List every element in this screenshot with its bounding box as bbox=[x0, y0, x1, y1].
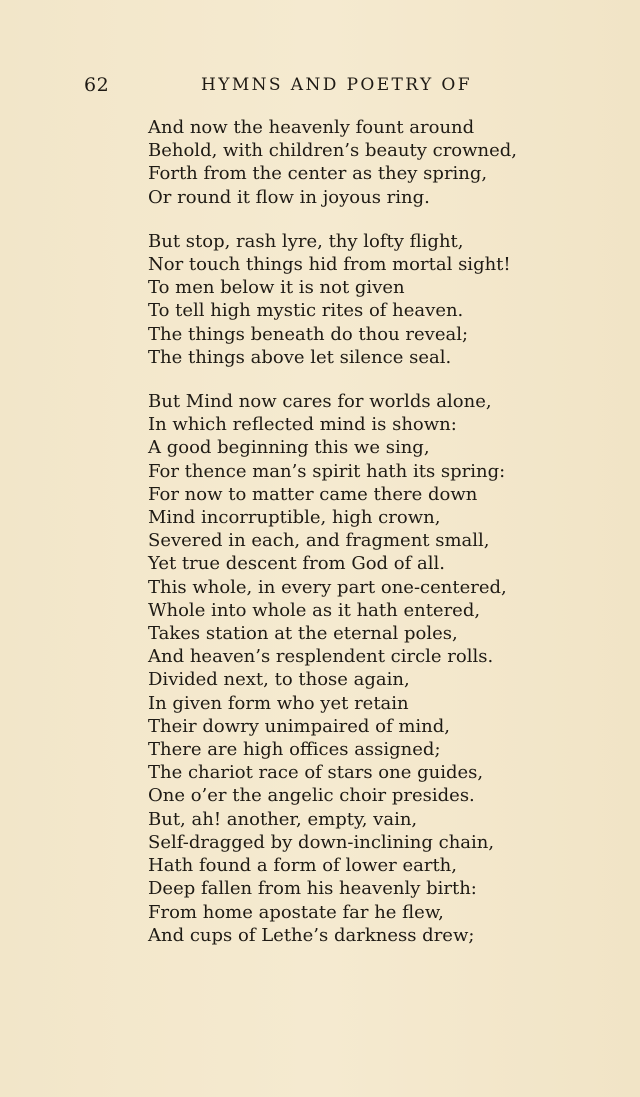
poem-line: One o’er the angelic choir presides. bbox=[148, 785, 475, 807]
stanza-2 bbox=[148, 230, 568, 369]
poem-line: But stop, rash lyre, thy lofty flight, bbox=[148, 230, 464, 252]
poem-line: Divided next, to those again, bbox=[148, 669, 410, 691]
poem-line: Nor touch things hid from mortal sight! bbox=[148, 254, 511, 276]
poem-line: And cups of Lethe’s darkness drew; bbox=[148, 924, 475, 946]
stanza-3 bbox=[148, 390, 568, 947]
poem-line: For now to matter came there down bbox=[148, 483, 478, 505]
poem-line: And heaven’s resplendent circle rolls. bbox=[148, 646, 494, 668]
poem-line: But Mind now cares for worlds alone, bbox=[148, 391, 492, 413]
poem-line: In which reflected mind is shown: bbox=[148, 414, 457, 436]
poem-line: And now the heavenly fount around bbox=[148, 117, 475, 138]
poem-line: In given form who yet retain bbox=[148, 692, 409, 714]
poem-line: From home apostate far he flew, bbox=[148, 901, 444, 923]
poem-line: To tell high mystic rites of heaven. bbox=[148, 300, 464, 322]
poem-line: The things above let silence seal. bbox=[148, 346, 452, 368]
running-head: HYMNS AND POETRY OF bbox=[201, 75, 472, 95]
poem-line: But, ah! another, empty, vain, bbox=[148, 808, 418, 830]
poem-line: Hath found a form of lower earth, bbox=[148, 855, 457, 877]
poem-line: Self-dragged by down-inclining chain, bbox=[148, 831, 495, 853]
poem-line: The things beneath do thou reveal; bbox=[148, 323, 469, 345]
poem-line: Or round it flow in joyous ring. bbox=[148, 186, 430, 208]
poem-line: The chariot race of stars one guides, bbox=[148, 762, 484, 784]
poem-line: Mind incorruptible, high crown, bbox=[148, 507, 441, 529]
poem-body bbox=[148, 116, 568, 968]
poem-line: There are high offices assigned; bbox=[148, 739, 441, 761]
poem-line: For thence man’s spirit hath its spring: bbox=[148, 460, 506, 482]
poem-line: Their dowry unimpaired of mind, bbox=[148, 715, 451, 737]
stanza-1 bbox=[148, 116, 568, 209]
poem-line: Behold, with children’s beauty crowned, bbox=[148, 140, 518, 162]
poem-line: Takes station at the eternal poles, bbox=[148, 623, 458, 645]
poem-line: A good beginning this we sing, bbox=[148, 437, 430, 459]
page-number: 62 bbox=[84, 74, 110, 96]
poem-line: Forth from the center as they spring, bbox=[148, 163, 488, 185]
poem-line: Deep fallen from his heavenly birth: bbox=[148, 878, 477, 900]
poem-line: This whole, in every part one-centered, bbox=[148, 576, 507, 598]
poem-line: Whole into whole as it hath entered, bbox=[148, 599, 481, 621]
poem-line: Severed in each, and fragment small, bbox=[148, 530, 490, 552]
poem-line: Yet true descent from God of all. bbox=[148, 553, 445, 575]
poem-line: To men below it is not given bbox=[148, 277, 405, 299]
